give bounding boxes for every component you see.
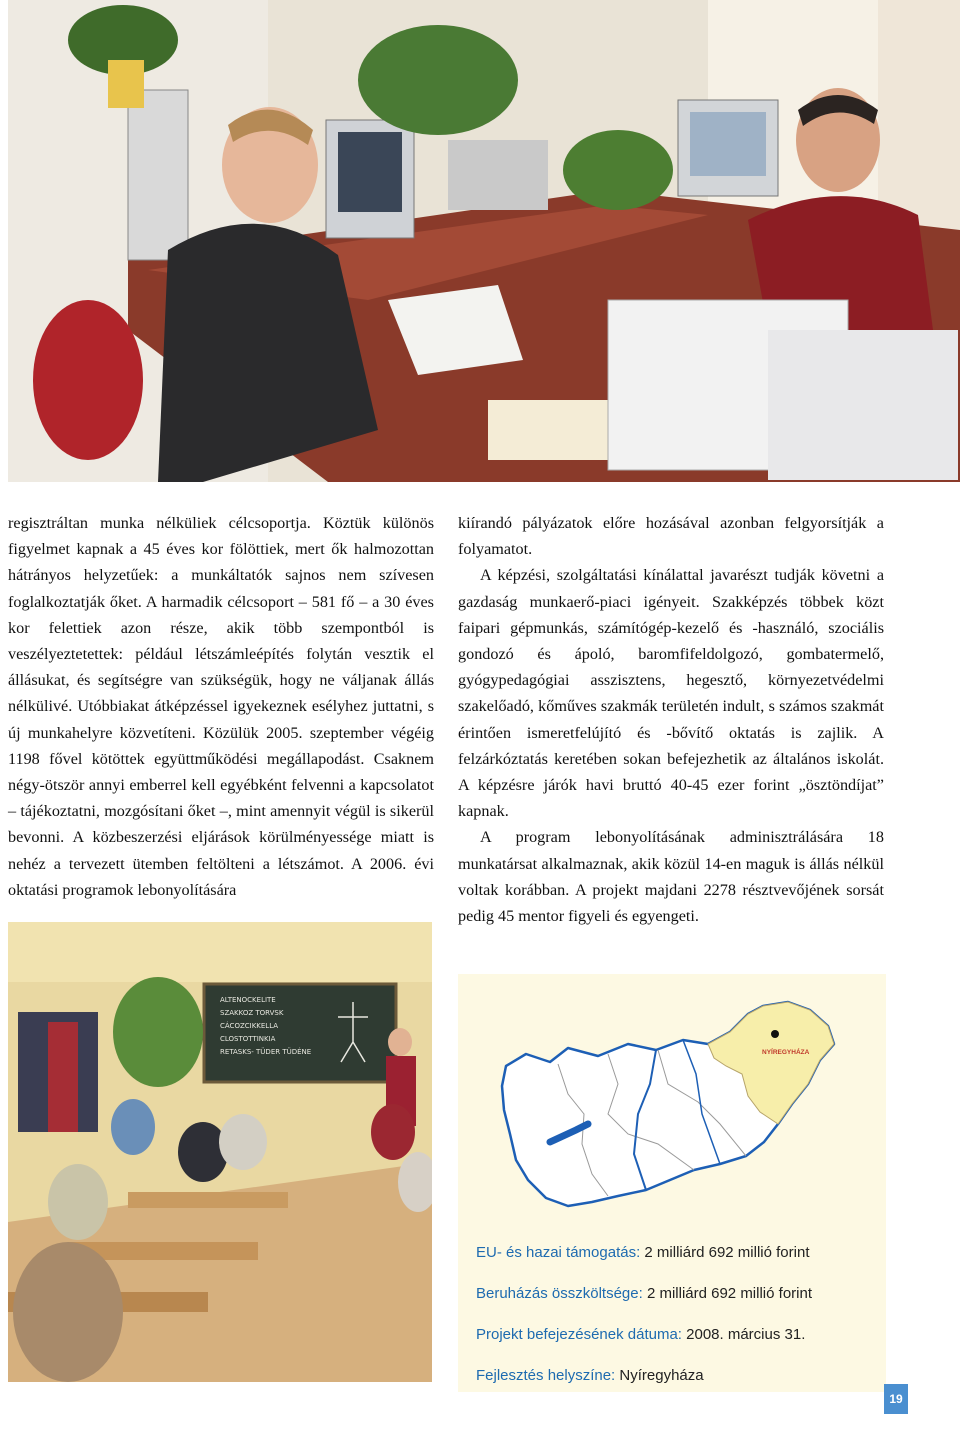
article-left-column (8, 510, 434, 903)
right-paragraph-1: kiírandó pályázatok előre hozásával azonban felgyorsítják a folyamatot. (458, 514, 884, 559)
left-paragraph: regisztráltan munka nélküliek célcsoportja. Köztük különös figyelmet kapnak a 45 éves kor fölöttiek, mert ők halmozottan hátrányos helyzetűek: a munkáltatók sajnos nem szívesen foglalkoztatják őket. A harmadik célcsoport – 581 fő – a 30 éves kor felettiek azon része, akik több szempontból is veszélyeztetettek: például létszámleépítés folytán vesztik el állásukat, és segítségre van szükségük, hogy ne váljanak állás nélkülivé. Utóbbiakat átképzéssel igyekeznek esélyhez juttatni, s új munkahelyre közvetíteni. Közülük 2005. szeptember végéig 1198 fővel kötöttek együttműködési megállapodást. Csaknem négy-ötször annyi emberrel kell egyébként felvenni a kapcsolatot – tájékoztatni, mozgósítani őket –, mint amennyit végül is sikerül bevonni. A közbeszerzési eljárások körülményessége miatt is nehéz a tervezett ütemben feltölteni a létszámot. A 2006. évi oktatási programok lebonyolítására (8, 514, 434, 899)
info-investment (476, 1285, 812, 1302)
info-location-value: Nyíregyháza (619, 1367, 704, 1384)
chalkboard-line-2: SZAKKOZ TORVSK (220, 1009, 284, 1017)
map-city-label: NYÍREGYHÁZA (762, 1049, 810, 1056)
info-location (476, 1367, 704, 1384)
info-completion-label: Projekt befejezésének dátuma: (476, 1326, 682, 1343)
chalkboard-line-4: CLOSTOTTINKIA (220, 1035, 276, 1043)
project-info-panel (458, 974, 886, 1392)
chalkboard-line-5: RETASKS- TÜDER TÜDÉNE (220, 1048, 312, 1056)
chalkboard-line-1: ALTENOCKELITE (220, 996, 276, 1004)
info-investment-value: 2 milliárd 692 millió forint (646, 1285, 812, 1302)
page-number-badge: 19 (884, 1384, 908, 1414)
info-support-label: EU- és hazai támogatás: (476, 1244, 641, 1261)
right-paragraph-3: A program lebonyolításának adminisztrálására 18 munkatársat alkalmaznak, akik közül 14-en maguk is állás nélkül voltak korábban. A projekt majdani 2278 résztvevőjének sorsát pedig 45 mentor figyeli és egyengeti. (458, 828, 884, 926)
article-right-column (458, 510, 884, 929)
chalkboard-line-3: CÁCOZCIKKELLA (220, 1022, 279, 1030)
classroom-photo (8, 922, 432, 1382)
hungary-map (458, 974, 886, 1234)
right-paragraph-2: A képzési, szolgáltatási kínálattal javarészt tudják követni a gazdaság munkaerő-piaci igényeit. Szakképzés többek közt faipari gépmunkás, számítógép-kezelő és -használó, szociális gondozó és ápoló, baromfifeldolgozó, gombatermelő, gyógypedagógiai asszisztens, hegesztő, környezetvédelmi szakelőadó, kőműves szakmák területén indult, s számos szakmát érintően ismeretfelújító és -bővítő oktatás is zajlik. A felzárkóztatás keretében sokan befejezhetik az általános iskolát. A képzésre járók havi bruttó 40-45 ezer forint „ösztöndíjat” kapnak. (458, 566, 884, 821)
info-location-label: Fejlesztés helyszíne: (476, 1367, 616, 1384)
info-support (476, 1244, 809, 1261)
info-support-value: 2 milliárd 692 millió forint (644, 1244, 810, 1261)
info-completion (476, 1326, 805, 1343)
office-photo (8, 0, 960, 482)
info-completion-value: 2008. március 31. (686, 1326, 806, 1343)
info-investment-label: Beruházás összköltsége: (476, 1285, 643, 1302)
